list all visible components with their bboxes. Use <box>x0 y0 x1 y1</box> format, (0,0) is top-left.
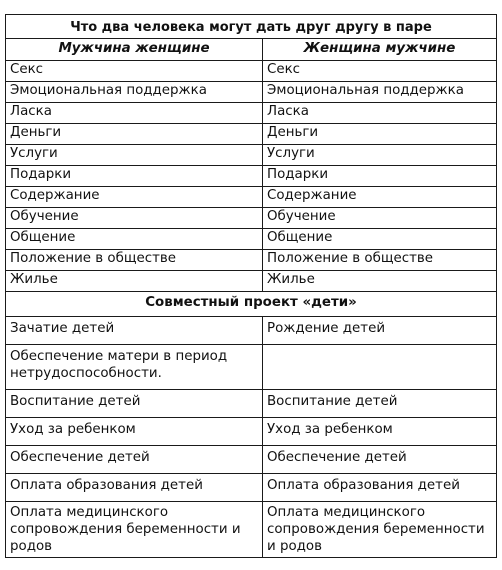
section-row <box>6 292 497 317</box>
table-row <box>6 145 497 166</box>
section-title: Совместный проект «дети» <box>6 292 497 317</box>
table-row <box>6 474 497 502</box>
cell-man: Положение в обществе <box>6 250 263 271</box>
table-row <box>6 229 497 250</box>
table-body <box>6 15 497 558</box>
title-row <box>6 15 497 39</box>
cell-woman: Секс <box>263 61 497 82</box>
cell-man: Жилье <box>6 271 263 292</box>
cell-man: Секс <box>6 61 263 82</box>
table-row <box>6 502 497 558</box>
cell-woman: Жилье <box>263 271 497 292</box>
table-row <box>6 418 497 446</box>
cell-woman: Деньги <box>263 124 497 145</box>
cell-woman: Положение в обществе <box>263 250 497 271</box>
table-row <box>6 250 497 271</box>
cell-man: Уход за ребенком <box>6 418 263 446</box>
cell-man: Зачатие детей <box>6 317 263 345</box>
cell-man: Эмоциональная поддержка <box>6 82 263 103</box>
cell-man: Оплата образования детей <box>6 474 263 502</box>
table-row <box>6 446 497 474</box>
cell-woman: Обеспечение детей <box>263 446 497 474</box>
cell-woman: Содержание <box>263 187 497 208</box>
cell-woman: Услуги <box>263 145 497 166</box>
cell-man: Обеспечение матери в период нетрудоспособности. <box>6 345 263 390</box>
cell-man: Услуги <box>6 145 263 166</box>
cell-woman: Оплата образования детей <box>263 474 497 502</box>
table-row <box>6 103 497 124</box>
table-row <box>6 166 497 187</box>
cell-man: Содержание <box>6 187 263 208</box>
cell-woman <box>263 345 497 390</box>
cell-woman: Обучение <box>263 208 497 229</box>
cell-woman: Общение <box>263 229 497 250</box>
cell-man: Ласка <box>6 103 263 124</box>
table-row <box>6 271 497 292</box>
cell-man: Деньги <box>6 124 263 145</box>
table-row <box>6 208 497 229</box>
table-row <box>6 345 497 390</box>
table-row <box>6 124 497 145</box>
table-row <box>6 317 497 345</box>
relationship-table <box>5 14 497 558</box>
header-row <box>6 39 497 61</box>
cell-woman: Оплата медицинского сопровождения беременности и родов <box>263 502 497 558</box>
cell-woman: Подарки <box>263 166 497 187</box>
table-title: Что два человека могут дать друг другу в паре <box>6 15 497 39</box>
cell-woman: Эмоциональная поддержка <box>263 82 497 103</box>
col-header-man-to-woman: Мужчина женщине <box>6 39 263 61</box>
cell-woman: Уход за ребенком <box>263 418 497 446</box>
cell-woman: Воспитание детей <box>263 390 497 418</box>
col-header-woman-to-man: Женщина мужчине <box>263 39 497 61</box>
table-row <box>6 390 497 418</box>
cell-man: Обучение <box>6 208 263 229</box>
cell-man: Воспитание детей <box>6 390 263 418</box>
cell-man: Оплата медицинского сопровождения беременности и родов <box>6 502 263 558</box>
cell-man: Обеспечение детей <box>6 446 263 474</box>
table-row <box>6 187 497 208</box>
table-row <box>6 61 497 82</box>
table-row <box>6 82 497 103</box>
cell-woman: Ласка <box>263 103 497 124</box>
cell-man: Общение <box>6 229 263 250</box>
cell-woman: Рождение детей <box>263 317 497 345</box>
cell-man: Подарки <box>6 166 263 187</box>
